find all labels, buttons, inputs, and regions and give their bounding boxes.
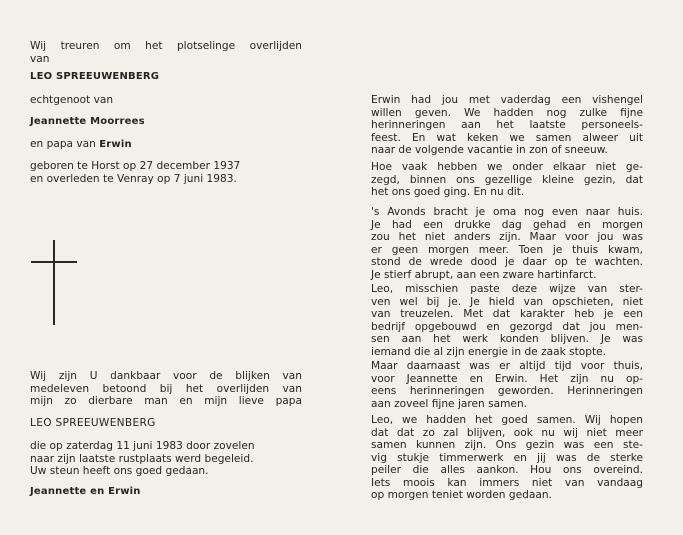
text-line: stond de wrede dood je daar op te wachten.	[371, 256, 643, 268]
text-line: bedrijf opgebouwd en gezorgd dat jou men-	[371, 320, 643, 333]
father-prefix: en papa van	[30, 138, 100, 150]
text-line: Leo, we hadden het goed samen. Wij hopen	[371, 414, 643, 426]
paragraph-5	[371, 360, 643, 410]
text-line: Wij treuren om het plotselinge overlijden	[30, 40, 302, 52]
text-line: dat dat zo zal blijven, ook nu wij niet meer	[371, 426, 643, 439]
text-line: Je had een drukke dag gehad en morgen	[371, 218, 643, 231]
text-line: ven wel bij je. Je hield van opschieten, niet	[371, 295, 643, 308]
text-line: iemand die al zijn energie in de zaak stopte.	[371, 345, 607, 358]
text-line: samen kunnen zijn. Ons gezin was een ste-	[371, 439, 643, 451]
text-line: medeleven betoond bij het overlijden van	[30, 382, 302, 395]
text-line: 's Avonds bracht je oma nog even naar huis.	[371, 206, 643, 218]
text-line: die op zaterdag 11 juni 1983 door zovelen	[30, 440, 255, 452]
text-line: naar zijn laatste rustplaats werd begeleid.	[30, 452, 254, 465]
spouse-name: Jeannette Moorrees	[30, 116, 145, 127]
father-line	[30, 138, 302, 152]
text-line: aan zoveel fijne jaren samen.	[371, 397, 528, 410]
paragraph-4	[371, 283, 643, 358]
text-line: Iets moois kan immers niet van vandaag	[371, 476, 643, 489]
paragraph-6	[371, 414, 643, 502]
text-line: Je stierf abrupt, aan een zware hartinfarct.	[371, 268, 597, 281]
text-line: Maar daarnaast was er altijd tijd voor thuis,	[371, 360, 643, 372]
text-line: Erwin had jou met vaderdag een vishengel	[371, 94, 643, 106]
intro-text	[30, 40, 302, 65]
text-line: sen aan het werk konden blijven. Je was	[371, 333, 643, 345]
signature: Jeannette en Erwin	[30, 486, 141, 497]
text-line: herinneringen aan het laatste personeels-	[371, 119, 643, 131]
text-line: Wij zijn U dankbaar voor de blijken van	[30, 370, 302, 382]
text-line: Leo, misschien paste deze wijze van ster-	[371, 283, 643, 295]
deceased-name: LEO SPREEUWENBERG	[30, 71, 160, 82]
text-line: willen geven. We hadden nog zulke fijne	[371, 106, 643, 119]
child-name: Erwin	[99, 139, 132, 150]
text-line: van treuzelen. Met dat karakter heb je een	[371, 308, 643, 320]
burial-text	[30, 440, 302, 478]
cross-icon-bar	[31, 261, 77, 263]
paragraph-3	[371, 206, 643, 281]
spouse-prefix: echtgenoot van	[30, 94, 114, 106]
paragraph-1	[371, 94, 643, 157]
birth-death-text	[30, 160, 302, 185]
text-line: naar de volgende vacantie in zon of sneeuw.	[371, 144, 608, 156]
text-line: peiler die alles aankon. Hou ons overeind.	[371, 464, 643, 476]
paragraph-2	[371, 161, 643, 199]
text-line: het ons goed ging. En nu dit.	[371, 186, 525, 198]
deceased-name-repeat: LEO SPREEUWENBERG	[30, 417, 156, 429]
thanks-text	[30, 370, 302, 408]
text-line: zegd, binnen ons gezellige kleine gezin, dat	[371, 173, 643, 186]
text-line: van	[30, 52, 50, 65]
text-line: en overleden te Venray op 7 juni 1983.	[30, 172, 237, 185]
text-line: Uw steun heeft ons goed gedaan.	[30, 465, 209, 477]
text-line: er geen morgen meer. Toen je thuis kwam,	[371, 243, 643, 256]
text-line: eens herinneringen geworden. Herinneringen	[371, 385, 643, 397]
text-line: zou het niet anders zijn. Maar voor jou was	[371, 231, 643, 243]
text-line: mijn zo dierbare man en mijn lieve papa	[30, 395, 302, 407]
text-line: Hoe vaak hebben we onder elkaar niet ge-	[371, 161, 643, 173]
text-line: op morgen teniet worden gedaan.	[371, 489, 552, 501]
text-line: geboren te Horst op 27 december 1937	[30, 160, 241, 172]
text-line: feest. En wat keken we samen alweer uit	[371, 131, 643, 144]
text-line: vig stukje timmerwerk en jij was de sterke	[371, 451, 643, 464]
text-line: voor Jeannette en Erwin. Het zijn nu op-	[371, 372, 643, 385]
cross-icon	[53, 240, 55, 325]
